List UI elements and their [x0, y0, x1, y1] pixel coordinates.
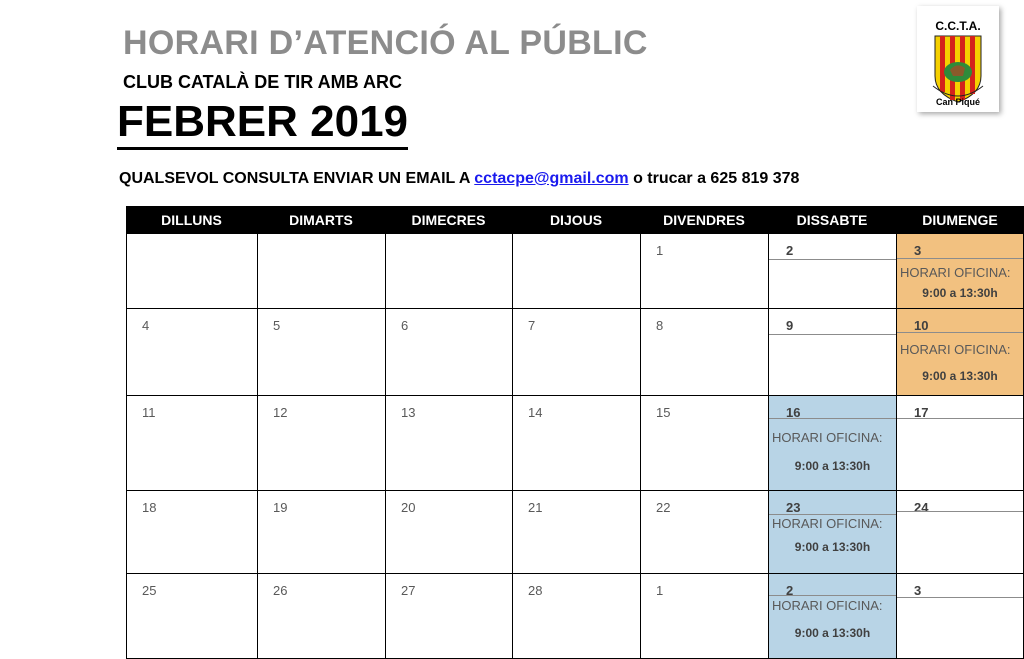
club-logo-icon: [917, 6, 999, 112]
club-logo: [917, 6, 999, 112]
cell-divider: [769, 418, 896, 419]
date-number: 3: [914, 243, 922, 258]
date-number: 3: [914, 583, 922, 598]
office-hours-label: HORARI OFICINA:: [772, 430, 883, 445]
calendar-grid: [126, 206, 1024, 659]
day-header: DIJOUS: [512, 206, 640, 234]
date-number: 15: [656, 405, 671, 420]
calendar-cell: [640, 574, 768, 659]
cell-divider: [897, 258, 1023, 259]
date-number: 1: [656, 243, 664, 258]
calendar-cell: [385, 309, 512, 396]
date-number: 22: [656, 500, 671, 515]
logo-top-text: C.C.T.A.: [935, 19, 981, 33]
calendar-cell: [257, 491, 385, 574]
day-header: DISSABTE: [768, 206, 896, 234]
date-number: 4: [142, 318, 150, 333]
cell-divider: [897, 332, 1023, 333]
date-number: 7: [528, 318, 536, 333]
day-header: DIUMENGE: [896, 206, 1024, 234]
date-number: 28: [528, 583, 543, 598]
date-number: 11: [142, 405, 156, 420]
office-hours-time: 9:00 a 13:30h: [922, 286, 998, 300]
cell-divider: [897, 511, 1023, 512]
day-header: DIVENDRES: [640, 206, 768, 234]
contact-line: [119, 170, 799, 188]
calendar-cell: [512, 234, 640, 309]
calendar-cell: [640, 234, 768, 309]
contact-suffix: o trucar a 625 819 378: [633, 170, 800, 187]
logo-bottom-text: Can Piqué: [935, 97, 981, 107]
calendar-cell: [257, 396, 385, 491]
date-number: 20: [401, 500, 416, 515]
date-number: 8: [656, 318, 664, 333]
office-hours-label: HORARI OFICINA:: [772, 516, 883, 531]
calendar-cell: [257, 309, 385, 396]
date-number: 21: [528, 500, 543, 515]
calendar-cell: [512, 574, 640, 659]
calendar-cell: [512, 491, 640, 574]
calendar-cell: [768, 574, 896, 659]
calendar-cell: [512, 309, 640, 396]
calendar-cell: [896, 309, 1024, 396]
club-name: CLUB CATALÀ DE TIR AMB ARC: [123, 72, 402, 92]
cell-divider: [769, 259, 896, 260]
calendar-cell: [385, 234, 512, 309]
date-number: 17: [914, 405, 929, 420]
calendar-cell: [385, 491, 512, 574]
date-number: 23: [786, 500, 801, 515]
calendar-cell: [257, 574, 385, 659]
month-title: FEBRER 2019: [117, 98, 408, 150]
day-header: DILLUNS: [126, 206, 257, 234]
calendar-cell: [640, 491, 768, 574]
calendar-cell: [768, 396, 896, 491]
date-number: 26: [273, 583, 288, 598]
date-number: 16: [786, 405, 801, 420]
office-hours-time: 9:00 a 13:30h: [794, 459, 871, 473]
date-number: 27: [401, 583, 416, 598]
calendar-cell: [126, 234, 257, 309]
office-hours-label: HORARI OFICINA:: [900, 342, 1011, 357]
calendar-cell: [768, 491, 896, 574]
calendar-cell: [126, 574, 257, 659]
date-number: 1: [656, 583, 664, 598]
day-header: DIMECRES: [385, 206, 512, 234]
office-hours-label: HORARI OFICINA:: [900, 265, 1011, 280]
office-hours-time: 9:00 a 13:30h: [794, 626, 871, 640]
calendar-cell: [126, 309, 257, 396]
calendar-cell: [768, 309, 896, 396]
date-number: 13: [401, 405, 416, 420]
page-title: HORARI D’ATENCIÓ AL PÚBLIC: [123, 24, 648, 62]
date-number: 6: [401, 318, 409, 333]
office-hours-label: HORARI OFICINA:: [772, 598, 883, 613]
cell-divider: [897, 597, 1023, 598]
date-number: 25: [142, 583, 157, 598]
calendar-cell: [385, 574, 512, 659]
calendar-cell: [640, 309, 768, 396]
date-number: 2: [786, 243, 794, 258]
calendar-cell: [512, 396, 640, 491]
office-hours-time: 9:00 a 13:30h: [794, 540, 871, 554]
cell-divider: [897, 418, 1023, 419]
date-number: 5: [273, 318, 281, 333]
calendar-cell: [896, 491, 1024, 574]
date-number: 10: [914, 318, 929, 333]
date-number: 14: [528, 405, 543, 420]
calendar-cell: [640, 396, 768, 491]
cell-divider: [769, 595, 896, 596]
office-hours-time: 9:00 a 13:30h: [922, 369, 998, 383]
calendar-cell: [896, 234, 1024, 309]
calendar-cell: [385, 396, 512, 491]
calendar-cell: [768, 234, 896, 309]
cell-divider: [769, 334, 896, 335]
date-number: 18: [142, 500, 157, 515]
cell-divider: [769, 514, 896, 515]
day-header: DIMARTS: [257, 206, 385, 234]
contact-prefix: QUALSEVOL CONSULTA ENVIAR UN EMAIL A: [119, 170, 470, 187]
date-number: 24: [914, 500, 929, 515]
calendar-cell: [896, 396, 1024, 491]
date-number: 19: [273, 500, 288, 515]
calendar-cell: [896, 574, 1024, 659]
date-number: 2: [786, 583, 794, 598]
email-link[interactable]: cctacpe@gmail.com: [474, 170, 629, 187]
date-number: 9: [786, 318, 794, 333]
calendar-cell: [126, 396, 257, 491]
date-number: 12: [273, 405, 288, 420]
calendar-cell: [257, 234, 385, 309]
calendar-cell: [126, 491, 257, 574]
